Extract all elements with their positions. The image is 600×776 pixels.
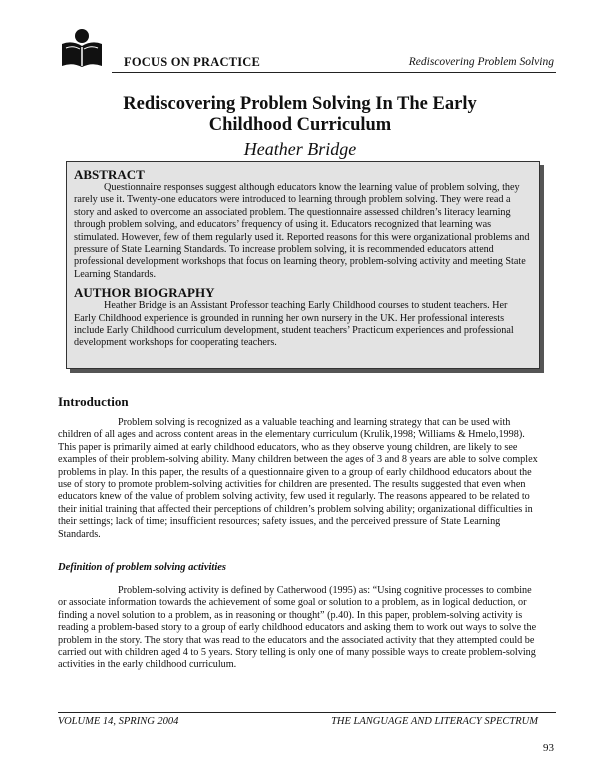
abstract-box [66, 161, 540, 369]
introduction-heading: Introduction [58, 394, 129, 409]
introduction-paragraph: Problem solving is recognized as a valuable teaching and learning strategy that can be used with children of all ages and across content areas in the elementary curriculum (Krulik,1998; Williams & Hmelo,1998). This paper is primarily aimed at early childhood educators, who as they observe young children, are likely to see examples of their problem-solving ability. Many children between the ages of 3 and 8 years are able to solve complex problems in play. In this paper, the results of a questionnaire given to a group of early childhood educators about the use of story to promote problem-solving activities for children are presented. The results suggested that even when educators knew of the value of problem solving activity, few used it regularly. The reasons appeared to be related to their initial training that affected their perceptions of children’s problem solving ability; organizational difficulties in their settings; lack of time; insufficient resources; safety issues, and the perceived pressure of State Learning Standards. [58, 417, 538, 540]
abstract-text: Questionnaire responses suggest although educators know the learning value of problem solving, they rarely use it. Twenty-one educators were introduced to learning through problem solving. They were read a story and asked to overcome an associated problem. The questionnaire assessed children’s literacy learning through problem solving, and educators’ frequency of using it. Educators recognized that learning was stimulated. However, few of them regularly used it. Reported reasons for this were organizational problems and pressure of State Learning Standards. To increase problem solving, it is recommended educators attend professional development workshops that focus on learning theory, problem-solving activity and meeting State Learning Standards. [74, 182, 530, 280]
running-title: Rediscovering Problem Solving [408, 56, 554, 68]
article-author: Heather Bridge [243, 139, 357, 159]
header-divider [112, 72, 556, 73]
book-reader-logo-icon [60, 28, 104, 68]
article-title-line-2: Childhood Curriculum [208, 115, 392, 135]
footer-volume: VOLUME 14, SPRING 2004 [58, 716, 179, 727]
biography-heading: AUTHOR BIOGRAPHY [74, 285, 215, 301]
definition-heading: Definition of problem solving activities [58, 562, 226, 573]
footer-divider [58, 712, 556, 713]
article-title-line-1: Rediscovering Problem Solving In The Early [123, 94, 477, 114]
footer-journal: THE LANGUAGE AND LITERACY SPECTRUM [331, 716, 538, 727]
article-title [60, 94, 540, 136]
abstract-heading: ABSTRACT [74, 167, 145, 182]
journal-section-label: FOCUS ON PRACTICE [124, 55, 261, 69]
biography-text: Heather Bridge is an Assistant Professor teaching Early Childhood courses to student teachers. Her Early Childhood experience is grounded in running her own nursery in the UK. Her professional interests include Early Childhood curriculum development, student teachers’ Practicum experiences and professional development workshops for cooperating teachers. [74, 300, 514, 349]
page-number: 93 [543, 742, 554, 754]
definition-paragraph: Problem-solving activity is defined by Catherwood (1995) as: “Using cognitive processes to combine or associate information towards the achievement of some goal or solution to a problem, as in logical deduction, or finding a novel solution to a problem, as in reasoning or thought” (p.40). In this paper, problem-solving activity is reading a problem-based story to a group of early childhood educators and asking them to work out ways to solve the problem in the story. The story that was read to the educators and the associated activity that they attempted could be carried out with children aged 4 to 5 years. Story telling is only one of many possible ways to create problem-solving activities in the early childhood curriculum. [58, 585, 537, 671]
